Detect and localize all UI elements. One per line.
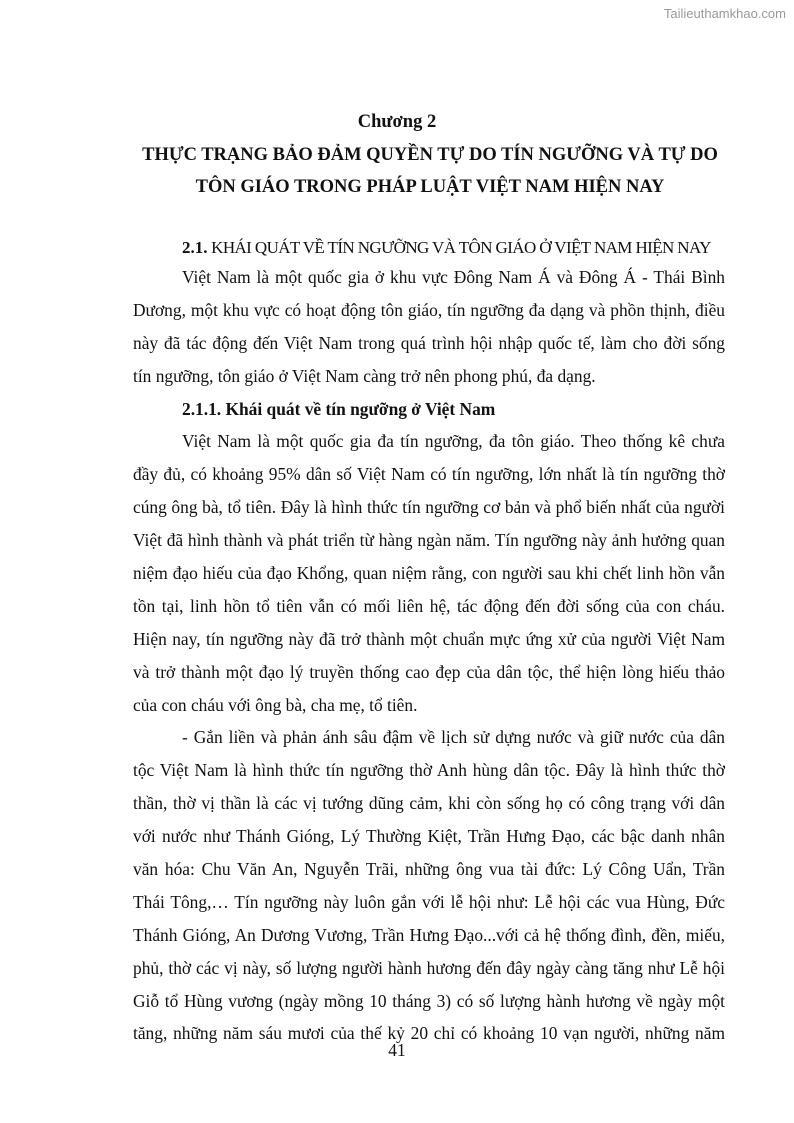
text-line: tăng, những năm sáu mươi của thế kỷ 20 chỉ có khoảng 10 vạn người, những năm bbox=[133, 1023, 725, 1044]
chapter-title-line: TÔN GIÁO TRONG PHÁP LUẬT VIỆT NAM HIỆN NAY bbox=[195, 177, 665, 197]
text-line: với nước như Thánh Gióng, Lý Thường Kiệt, Trần Hưng Đạo, các bậc danh nhân bbox=[133, 826, 725, 847]
text-line: cúng ông bà, tổ tiên. Đây là hình thức tín ngưỡng cơ bản và phổ biến nhất của người bbox=[133, 497, 725, 518]
text-line: đầy đủ, có khoảng 95% dân số Việt Nam có tín ngưỡng, lớn nhất là tín ngưỡng thờ bbox=[133, 464, 725, 485]
text-line: tộc Việt Nam là hình thức tín ngưỡng thờ Anh hùng dân tộc. Đây là hình thức thờ bbox=[133, 760, 725, 781]
text-line: này đã tác động đến Việt Nam trong quá trình hội nhập quốc tế, làm cho đời sống bbox=[133, 332, 725, 353]
text-line: văn hóa: Chu Văn An, Nguyễn Trãi, những ông vua tài đức: Lý Công Uẩn, Trần bbox=[133, 859, 725, 880]
section-title: KHÁI QUÁT VỀ TÍN NGƯỠNG VÀ TÔN GIÁO Ở VIỆT NAM HIỆN NAY bbox=[211, 238, 711, 257]
text-line: Thái Tông,… Tín ngưỡng này luôn gắn với lễ hội như: Lễ hội các vua Hùng, Đức bbox=[133, 891, 725, 912]
section-heading bbox=[133, 232, 725, 261]
subsection-heading: 2.1.1. Khái quát về tín ngưỡng ở Việt Nam bbox=[182, 398, 496, 419]
text-line: tín ngưỡng, tôn giáo ở Việt Nam càng trở nên phong phú, đa dạng. bbox=[133, 365, 596, 386]
text-line: tồn tại, linh hồn tổ tiên vẫn có mối liên hệ, tác động đến đời sống của con cháu. bbox=[133, 595, 725, 616]
text-line: Việt Nam là một quốc gia đa tín ngưỡng, đa tôn giáo. Theo thống kê chưa bbox=[182, 431, 725, 452]
section-number: 2.1. bbox=[182, 238, 208, 257]
document-body bbox=[133, 232, 725, 1050]
text-line: Thánh Gióng, An Dương Vương, Trần Hưng Đạo...với cả hệ thống đình, đền, miếu, bbox=[133, 924, 725, 945]
paragraph bbox=[133, 261, 725, 393]
text-line: phủ, thờ các vị này, số lượng người hành hương đến đây ngày càng tăng như Lễ hội bbox=[133, 957, 725, 978]
text-line: - Gắn liền và phản ánh sâu đậm về lịch sử dựng nước và giữ nước của dân bbox=[182, 727, 725, 748]
text-line: Việt đã hình thành và phát triển từ hàng ngàn năm. Tín ngưỡng này ảnh hưởng quan bbox=[133, 530, 725, 551]
text-line: Giỗ tổ Hùng vương (ngày mồng 10 tháng 3) có số lượng hành hương về ngày một bbox=[133, 990, 725, 1011]
text-line: Hiện nay, tín ngưỡng này đã trở thành một chuẩn mực ứng xử của người Việt Nam bbox=[133, 628, 725, 649]
text-line: của con cháu với ông bà, cha mẹ, tổ tiên. bbox=[133, 694, 418, 715]
watermark: Tailieuthamkhao.com bbox=[663, 6, 786, 21]
text-line: Dương, một khu vực có hoạt động tôn giáo, tín ngưỡng đa dạng và phồn thịnh, điều bbox=[133, 299, 725, 320]
paragraph bbox=[133, 425, 725, 721]
chapter-label: Chương 2 bbox=[357, 112, 437, 132]
text-line: Việt Nam là một quốc gia ở khu vực Đông Nam Á và Đông Á - Thái Bình bbox=[182, 267, 725, 287]
text-line: và trở thành một đạo lý truyền thống cao đẹp của dân tộc, thể hiện lòng hiếu thảo bbox=[133, 661, 725, 682]
chapter-title-line: THỰC TRẠNG BẢO ĐẢM QUYỀN TỰ DO TÍN NGƯỠNG VÀ TỰ DO bbox=[142, 145, 718, 165]
text-line: niệm đạo hiếu của đạo Khổng, quan niệm rằng, con người sau khi chết linh hồn vẫn bbox=[133, 563, 725, 584]
page-number: 41 bbox=[388, 1040, 406, 1060]
text-line: thần, thờ vị thần là các vị tướng dũng cảm, khi còn sống họ có công trạng với dân bbox=[133, 793, 725, 814]
paragraph bbox=[133, 721, 725, 1050]
